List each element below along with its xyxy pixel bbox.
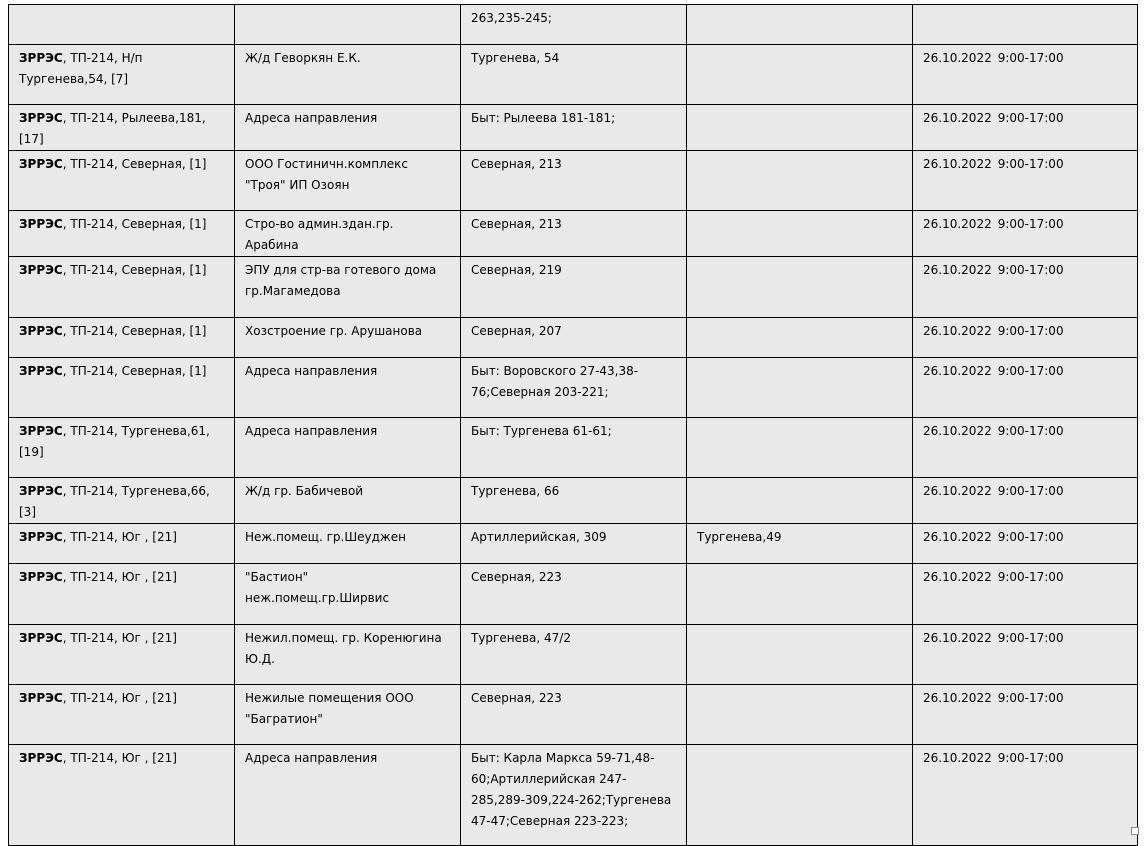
consumer-cell	[235, 105, 461, 151]
consumer-cell	[235, 564, 461, 625]
outage-time-cell	[913, 745, 1138, 846]
address-text: Артиллерийская, 309	[471, 530, 607, 544]
address-text: Северная, 207	[471, 324, 562, 338]
substation-location: , ТП-214, Юг , [21]	[62, 691, 177, 705]
district-code: ЗРРЭС	[19, 631, 63, 645]
table-row	[9, 105, 1138, 151]
consumer-cell	[235, 625, 461, 685]
location-cell	[9, 211, 235, 257]
address-cell	[461, 524, 687, 564]
location-cell	[9, 151, 235, 211]
substation-location: , ТП-214, Северная, [1]	[62, 324, 207, 338]
consumer-name: ООО Гостиничн.комплекс "Троя" ИП Озоян	[245, 157, 408, 192]
extra-address-cell	[687, 745, 913, 846]
substation-location: , ТП-214, Юг , [21]	[62, 751, 177, 765]
extra-address-cell	[687, 685, 913, 745]
outage-schedule-table	[8, 4, 1138, 846]
table-row	[9, 211, 1138, 257]
outage-time: 9:00-17:00	[997, 111, 1064, 125]
table-row	[9, 318, 1138, 358]
consumer-name: Хозстроение гр. Арушанова	[245, 324, 423, 338]
address-cell	[461, 685, 687, 745]
table-row	[9, 685, 1138, 745]
consumer-name: Нежилые помещения ООО "Багратион"	[245, 691, 414, 726]
address-cell	[461, 478, 687, 524]
location-cell	[9, 5, 235, 45]
table-row	[9, 564, 1138, 625]
outage-date: 26.10.2022	[923, 157, 992, 171]
table-row	[9, 358, 1138, 418]
address-text: Тургенева, 66	[471, 484, 560, 498]
address-cell	[461, 418, 687, 478]
outage-time: 9:00-17:00	[997, 217, 1064, 231]
district-code: ЗРРЭС	[19, 111, 63, 125]
address-cell	[461, 358, 687, 418]
outage-time-cell	[913, 211, 1138, 257]
district-code: ЗРРЭС	[19, 570, 63, 584]
substation-location: , ТП-214, Северная, [1]	[62, 157, 207, 171]
address-cell	[461, 564, 687, 625]
address-cell	[461, 5, 687, 45]
address-cell	[461, 625, 687, 685]
address-cell	[461, 257, 687, 318]
extra-address-cell	[687, 211, 913, 257]
table-row	[9, 745, 1138, 846]
extra-address-cell	[687, 105, 913, 151]
outage-time-cell	[913, 418, 1138, 478]
outage-date: 26.10.2022	[923, 631, 992, 645]
consumer-name: Стро-во админ.здан.гр. Арабина	[245, 217, 394, 252]
consumer-name: Адреса направления	[245, 364, 378, 378]
location-cell	[9, 478, 235, 524]
consumer-cell	[235, 418, 461, 478]
table-body	[9, 5, 1138, 846]
extra-address-cell	[687, 478, 913, 524]
address-cell	[461, 211, 687, 257]
table-row	[9, 5, 1138, 45]
extra-address-cell	[687, 358, 913, 418]
outage-time: 9:00-17:00	[997, 364, 1064, 378]
substation-location: , ТП-214, Северная, [1]	[62, 263, 207, 277]
outage-date: 26.10.2022	[923, 217, 992, 231]
outage-time: 9:00-17:00	[997, 570, 1064, 584]
extra-address-cell	[687, 524, 913, 564]
outage-time-cell	[913, 257, 1138, 318]
outage-time-cell	[913, 625, 1138, 685]
consumer-name: Ж/д гр. Бабичевой	[245, 484, 364, 498]
district-code: ЗРРЭС	[19, 51, 63, 65]
table-row	[9, 625, 1138, 685]
extra-address-text: Тургенева,49	[697, 530, 782, 544]
outage-time-cell	[913, 45, 1138, 105]
location-cell	[9, 318, 235, 358]
extra-address-cell	[687, 151, 913, 211]
outage-date: 26.10.2022	[923, 570, 992, 584]
district-code: ЗРРЭС	[19, 217, 63, 231]
district-code: ЗРРЭС	[19, 424, 63, 438]
consumer-name: Адреса направления	[245, 424, 378, 438]
district-code: ЗРРЭС	[19, 484, 63, 498]
location-cell	[9, 257, 235, 318]
location-cell	[9, 105, 235, 151]
location-cell	[9, 745, 235, 846]
address-text: Быт: Тургенева 61-61;	[471, 424, 612, 438]
extra-address-cell	[687, 564, 913, 625]
district-code: ЗРРЭС	[19, 263, 63, 277]
substation-location: , ТП-214, Юг , [21]	[62, 530, 177, 544]
outage-time-cell	[913, 318, 1138, 358]
consumer-cell	[235, 745, 461, 846]
consumer-name: "Бастион" неж.помещ.гр.Ширвис	[245, 570, 390, 605]
consumer-cell	[235, 478, 461, 524]
extra-address-cell	[687, 318, 913, 358]
outage-time: 9:00-17:00	[997, 424, 1064, 438]
district-code: ЗРРЭС	[19, 157, 63, 171]
consumer-name: ЭПУ для стр-ва готевого дома гр.Магамедова	[245, 263, 437, 298]
outage-time: 9:00-17:00	[997, 51, 1064, 65]
location-cell	[9, 625, 235, 685]
outage-time: 9:00-17:00	[997, 157, 1064, 171]
consumer-name: Неж.помещ. гр.Шеуджен	[245, 530, 406, 544]
outage-time	[923, 11, 929, 25]
consumer-cell	[235, 318, 461, 358]
address-text: Тургенева, 54	[471, 51, 560, 65]
outage-time: 9:00-17:00	[997, 691, 1064, 705]
substation-location: , ТП-214, Северная, [1]	[62, 364, 207, 378]
location-cell	[9, 685, 235, 745]
address-text: Северная, 223	[471, 570, 562, 584]
outage-date: 26.10.2022	[923, 324, 992, 338]
extra-address-cell	[687, 625, 913, 685]
outage-time: 9:00-17:00	[997, 631, 1064, 645]
location-cell	[9, 45, 235, 105]
location-cell	[9, 524, 235, 564]
address-text: Северная, 219	[471, 263, 562, 277]
consumer-cell	[235, 211, 461, 257]
substation-location: , ТП-214, Юг , [21]	[62, 570, 177, 584]
district-code: ЗРРЭС	[19, 751, 63, 765]
table-row	[9, 478, 1138, 524]
extra-address-cell	[687, 5, 913, 45]
outage-date: 26.10.2022	[923, 111, 992, 125]
address-cell	[461, 105, 687, 151]
outage-time-cell	[913, 478, 1138, 524]
outage-time-cell	[913, 524, 1138, 564]
substation-location: , ТП-214, Северная, [1]	[62, 217, 207, 231]
extra-address-cell	[687, 418, 913, 478]
table-row	[9, 257, 1138, 318]
outage-time: 9:00-17:00	[997, 530, 1064, 544]
outage-date: 26.10.2022	[923, 530, 992, 544]
location-cell	[9, 418, 235, 478]
consumer-cell	[235, 257, 461, 318]
table-row	[9, 524, 1138, 564]
outage-date: 26.10.2022	[923, 263, 992, 277]
outage-date: 26.10.2022	[923, 424, 992, 438]
consumer-cell	[235, 45, 461, 105]
consumer-cell	[235, 358, 461, 418]
substation-location: , ТП-214, Юг , [21]	[62, 631, 177, 645]
outage-time-cell	[913, 685, 1138, 745]
consumer-cell	[235, 524, 461, 564]
consumer-cell	[235, 151, 461, 211]
table-row	[9, 45, 1138, 105]
address-text: Северная, 223	[471, 691, 562, 705]
outage-time-cell	[913, 564, 1138, 625]
district-code: ЗРРЭС	[19, 691, 63, 705]
outage-time: 9:00-17:00	[997, 484, 1064, 498]
address-text: Быт: Рылеева 181-181;	[471, 111, 616, 125]
consumer-name: Адреса направления	[245, 751, 378, 765]
outage-time-cell	[913, 151, 1138, 211]
outage-date: 26.10.2022	[923, 51, 992, 65]
outage-time: 9:00-17:00	[997, 263, 1064, 277]
outage-time: 9:00-17:00	[997, 751, 1064, 765]
outage-date: 26.10.2022	[923, 364, 992, 378]
consumer-name: Нежил.помещ. гр. Коренюгина Ю.Д.	[245, 631, 442, 666]
address-text: Быт: Карла Маркса 59-71,48-60;Артиллерийская 247-285,289-309,224-262;Тургенева 47-47;Северная 223-223;	[471, 751, 672, 828]
table-row	[9, 418, 1138, 478]
address-text: Северная, 213	[471, 217, 562, 231]
address-cell	[461, 745, 687, 846]
outage-time-cell	[913, 358, 1138, 418]
consumer-name: Ж/д Геворкян Е.К.	[245, 51, 361, 65]
extra-address-cell	[687, 257, 913, 318]
location-cell	[9, 358, 235, 418]
outage-date: 26.10.2022	[923, 751, 992, 765]
address-cell	[461, 45, 687, 105]
substation-location: , ТП-214, Тургенева,61, [19]	[19, 424, 210, 459]
address-text: 263,235-245;	[471, 11, 552, 25]
address-text: Северная, 213	[471, 157, 562, 171]
location-cell	[9, 564, 235, 625]
table-row	[9, 151, 1138, 211]
outage-date: 26.10.2022	[923, 691, 992, 705]
page-corner-marker	[1131, 827, 1139, 835]
outage-time-cell	[913, 5, 1138, 45]
district-code: ЗРРЭС	[19, 364, 63, 378]
outage-time: 9:00-17:00	[997, 324, 1064, 338]
substation-location: , ТП-214, Рылеева,181, [17]	[19, 111, 206, 146]
address-cell	[461, 318, 687, 358]
outage-time-cell	[913, 105, 1138, 151]
consumer-cell	[235, 685, 461, 745]
address-text: Быт: Воровского 27-43,38-76;Северная 203-221;	[471, 364, 639, 399]
district-code: ЗРРЭС	[19, 324, 63, 338]
consumer-cell	[235, 5, 461, 45]
address-cell	[461, 151, 687, 211]
address-text: Тургенева, 47/2	[471, 631, 571, 645]
consumer-name: Адреса направления	[245, 111, 378, 125]
substation-location: , ТП-214, Н/п Тургенева,54, [7]	[19, 51, 143, 86]
extra-address-cell	[687, 45, 913, 105]
district-code: ЗРРЭС	[19, 530, 63, 544]
outage-date: 26.10.2022	[923, 484, 992, 498]
substation-location: , ТП-214, Тургенева,66, [3]	[19, 484, 210, 519]
